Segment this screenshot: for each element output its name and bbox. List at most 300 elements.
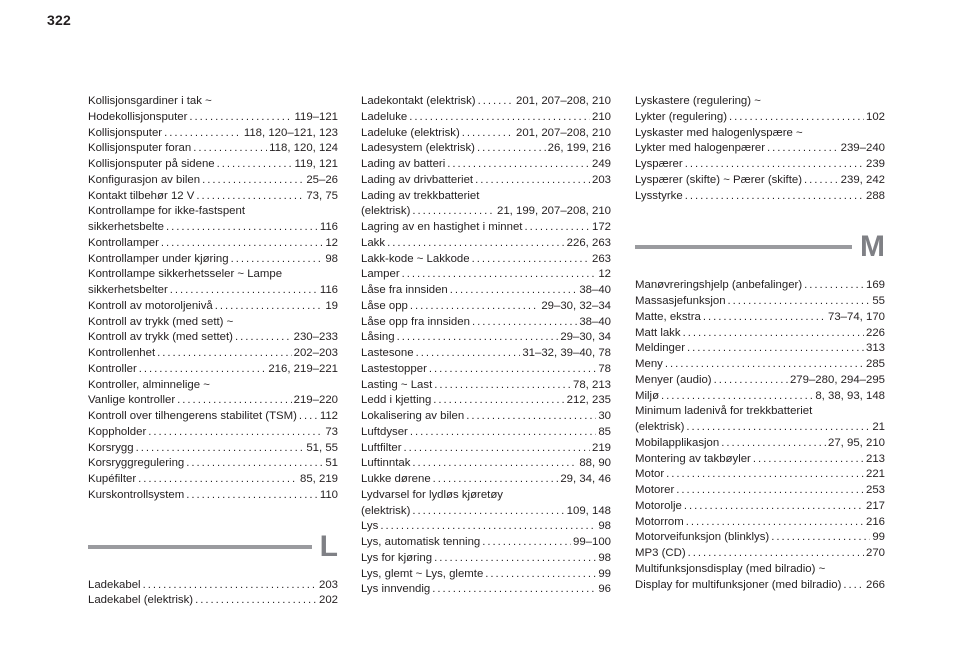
index-entry-row <box>361 315 611 331</box>
dot-leader <box>721 436 826 452</box>
index-entry-term: Matt lakk <box>635 326 681 339</box>
index-entry-row <box>361 378 611 394</box>
index-entry-pages: 96 <box>598 583 611 596</box>
index-entry-row <box>635 357 885 373</box>
dot-leader <box>434 551 596 567</box>
index-entry-pages: 249 <box>591 158 611 170</box>
index-entry-term: Lys innvendig <box>361 583 431 596</box>
dot-leader <box>157 346 292 362</box>
index-entry-pages: 26, 199, 216 <box>547 142 611 155</box>
index-entry-row <box>635 578 885 594</box>
dot-leader <box>189 110 292 126</box>
index-entry-row <box>635 420 885 436</box>
index-entry <box>88 578 338 594</box>
index-entry-term: Manøvreringshjelp (anbefalinger) <box>635 279 803 292</box>
index-entry-row <box>635 294 885 310</box>
index-entry <box>635 467 885 483</box>
index-entry-term: Kontakt tilbehør 12 V <box>88 189 195 202</box>
dot-leader <box>148 425 323 441</box>
index-entry-pages: 78, 213 <box>572 378 611 391</box>
index-column-3 <box>635 94 885 593</box>
index-entry-term: Lys for kjøring <box>361 551 433 564</box>
index-entry-pages: 99 <box>598 567 611 580</box>
dot-leader <box>447 157 590 173</box>
dot-leader <box>472 252 590 268</box>
index-entry-row <box>361 252 611 268</box>
index-entry-pages: 31–32, 39–40, 78 <box>522 347 611 359</box>
index-entry-pages: 109, 148 <box>566 504 611 517</box>
dot-leader <box>685 157 864 173</box>
index-entry-term: Kontrollampe for ikke-fastspent <box>88 205 246 218</box>
dot-leader <box>450 283 578 299</box>
index-entry <box>88 330 338 346</box>
dot-leader <box>728 294 871 310</box>
index-entry-row <box>361 204 611 220</box>
dot-leader <box>661 389 813 405</box>
index-entry-row <box>88 299 338 315</box>
index-entry-term: Ladekabel (elektrisk) <box>88 594 194 607</box>
index-entry-row <box>88 252 338 268</box>
index-entry-pages: 230–233 <box>293 331 338 344</box>
index-entry <box>88 189 338 205</box>
index-entry-row <box>635 141 885 157</box>
index-entry-pages: 98 <box>325 252 338 265</box>
index-entry-row <box>361 519 611 535</box>
dot-leader <box>164 126 242 142</box>
index-entry <box>635 189 885 205</box>
index-entry-pages: 279–280, 294–295 <box>789 373 885 386</box>
index-entry-term: Hodekollisjonsputer <box>88 110 188 123</box>
index-entry-row <box>88 220 338 236</box>
index-entry-term: Låsing <box>361 331 395 344</box>
index-entry-term: Kontroller <box>88 362 137 375</box>
dot-leader <box>186 456 323 472</box>
index-entry-pages: 119–121 <box>294 110 338 123</box>
index-entry-term: Lyspærer (skifte) ~ Pærer (skifte) <box>635 173 802 186</box>
index-entry-term: Lys, automatisk tenning <box>361 536 481 548</box>
index-entry <box>88 110 338 126</box>
dot-leader <box>433 472 559 488</box>
index-entry-pages: 219 <box>591 441 611 454</box>
index-entry-term: Ladeluke (elektrisk) <box>361 126 460 139</box>
index-entry-term: Massasjefunksjon <box>635 295 726 307</box>
index-entry-term: Lastesone <box>361 347 414 359</box>
index-entry <box>361 267 611 283</box>
index-entry <box>361 189 611 205</box>
dot-leader <box>186 488 318 504</box>
index-entry-pages: 226 <box>865 326 885 339</box>
index-entry-row <box>88 393 338 409</box>
index-entry <box>88 126 338 142</box>
index-entry <box>361 110 611 126</box>
index-entry <box>88 267 338 283</box>
index-entry-row <box>361 393 611 409</box>
index-entry-term: Ladekontakt (elektrisk) <box>361 95 476 107</box>
dot-leader <box>217 157 293 173</box>
index-entry-term: Korsrygg <box>88 441 134 454</box>
index-entry-term: Lykter med halogenpærer <box>635 142 766 155</box>
index-entry <box>88 593 338 609</box>
dot-leader <box>771 530 870 546</box>
index-entry-row <box>635 467 885 483</box>
index-entry <box>88 141 338 157</box>
index-entry-term: Lagring av en hastighet i minnet <box>361 221 523 233</box>
dot-leader <box>804 278 864 294</box>
index-entry-row <box>361 362 611 378</box>
index-entry-row <box>88 141 338 157</box>
index-entry-row <box>361 567 611 583</box>
index-entry-term: Meldinger <box>635 342 686 355</box>
index-entry-row <box>361 330 611 346</box>
index-entry <box>88 409 338 425</box>
dot-leader <box>482 535 571 551</box>
dot-leader <box>434 378 571 394</box>
index-entry <box>635 530 885 546</box>
index-entry-pages: 169 <box>865 279 885 292</box>
index-entry-pages: 239–240 <box>840 142 885 155</box>
index-entry <box>361 173 611 189</box>
index-entry-term: Vanlige kontroller <box>88 394 176 407</box>
dot-leader <box>686 515 864 531</box>
index-entry-pages: 202 <box>318 594 338 607</box>
index-entry-term: sikkerhetsbelte <box>88 221 164 233</box>
index-entry-term: (elektrisk) <box>635 421 685 433</box>
index-entry-pages: 21, 199, 207–208, 210 <box>496 205 611 218</box>
index-entry <box>635 389 885 405</box>
index-entry-term: Luftdyser <box>361 425 408 438</box>
dot-leader <box>687 341 864 357</box>
index-entry-term: Kontroll av motoroljenivå <box>88 299 213 312</box>
dot-leader <box>299 409 318 425</box>
dot-leader <box>714 373 788 389</box>
index-entry-term: Kollisjonsgardiner i tak ~ <box>88 95 212 107</box>
section-letter: L <box>319 529 338 563</box>
page-number: 322 <box>47 12 71 28</box>
index-entry-pages: 219–220 <box>293 394 338 407</box>
index-entry <box>361 535 611 551</box>
index-entry <box>361 456 611 472</box>
index-entry-term: Kollisjonsputer på sidene <box>88 158 215 170</box>
index-entry-term: Kontrollamper under kjøring <box>88 252 229 265</box>
dot-leader <box>683 326 864 342</box>
index-entry-pages: 203 <box>591 173 611 186</box>
dot-leader <box>478 94 514 110</box>
index-entry <box>88 204 338 220</box>
section-letter: M <box>860 230 885 264</box>
index-entry <box>361 409 611 425</box>
index-entry-term: sikkerhetsbelter <box>88 284 168 296</box>
index-entry-row <box>88 189 338 205</box>
dot-leader <box>416 346 521 362</box>
dot-leader <box>193 141 267 157</box>
dot-leader <box>429 362 596 378</box>
index-entry-term: Låse opp <box>361 299 408 312</box>
index-entry <box>635 341 885 357</box>
index-entry-row <box>88 236 338 252</box>
index-entry <box>635 515 885 531</box>
index-entry-term: Matte, ekstra <box>635 310 701 323</box>
index-entry <box>88 315 338 331</box>
dot-leader <box>433 393 564 409</box>
index-entry <box>361 425 611 441</box>
index-entry-pages: 29–30, 32–34 <box>541 299 611 312</box>
index-entry <box>361 141 611 157</box>
index-entry <box>635 173 885 189</box>
index-entry-pages: 38–40 <box>579 315 611 328</box>
index-entry <box>635 562 885 578</box>
index-entry <box>361 504 611 520</box>
index-entry-row <box>361 157 611 173</box>
dot-leader <box>195 593 317 609</box>
index-entry-pages: 172 <box>591 221 611 233</box>
index-entry-row <box>88 126 338 142</box>
index-entry-row <box>635 157 885 173</box>
index-entry-term: Motorer <box>635 484 675 496</box>
index-entry-pages: 102 <box>865 110 885 123</box>
index-entry-row <box>635 530 885 546</box>
index-entry <box>361 346 611 362</box>
index-entry <box>88 236 338 252</box>
index-entry-pages: 27, 95, 210 <box>827 436 885 449</box>
index-entry-pages: 73, 75 <box>306 189 338 202</box>
index-entry-pages: 201, 207–208, 210 <box>515 95 611 107</box>
index-entry-pages: 29, 34, 46 <box>560 473 611 485</box>
index-entry <box>361 441 611 457</box>
index-entry-term: Miljø <box>635 389 660 402</box>
index-entry-row <box>361 441 611 457</box>
index-entry-term: Låse opp fra innsiden <box>361 315 470 328</box>
dot-leader <box>410 425 596 441</box>
index-entry <box>361 94 611 110</box>
index-entry-pages: 112 <box>319 410 338 422</box>
index-entry-pages: 288 <box>865 189 885 202</box>
index-entry <box>635 157 885 173</box>
index-entry-term: (elektrisk) <box>361 504 411 517</box>
index-entry-pages: 201, 207–208, 210 <box>515 126 611 139</box>
index-entry-term: Kontroll over tilhengerens stabilitet (TSM) <box>88 410 297 422</box>
index-entry-row <box>88 472 338 488</box>
index-entry-pages: 110 <box>319 488 338 501</box>
dot-leader <box>402 267 597 283</box>
index-entry <box>361 236 611 252</box>
dot-leader <box>387 236 565 252</box>
index-entry <box>361 330 611 346</box>
index-entry-row <box>361 267 611 283</box>
index-entry-pages: 51 <box>325 457 338 470</box>
index-entry <box>361 299 611 315</box>
index-entry <box>88 94 338 110</box>
index-entry <box>361 567 611 583</box>
index-entry <box>635 141 885 157</box>
index-entry-pages: 216, 219–221 <box>268 362 338 375</box>
index-entry-term: Minimum ladenivå for trekkbatteriet <box>635 405 813 418</box>
index-entry <box>361 362 611 378</box>
index-entry <box>88 346 338 362</box>
dot-leader <box>804 173 839 189</box>
index-entry-term: (elektrisk) <box>361 205 411 218</box>
index-entry-term: Lys <box>361 520 379 533</box>
index-entry-term: MP3 (CD) <box>635 547 686 559</box>
index-entry <box>88 299 338 315</box>
index-entry-term: Menyer (audio) <box>635 373 712 386</box>
index-entry-row <box>635 389 885 405</box>
dot-leader <box>666 467 864 483</box>
index-entry <box>88 488 338 504</box>
index-entry <box>88 220 338 236</box>
index-entry <box>635 110 885 126</box>
index-entry-pages: 263 <box>591 252 611 265</box>
index-entry-term: Kontroller, alminnelige ~ <box>88 378 210 391</box>
index-entry-pages: 98 <box>598 551 611 564</box>
dot-leader <box>235 330 292 346</box>
dot-leader <box>136 441 305 457</box>
dot-leader <box>412 204 495 220</box>
index-entry-row <box>361 110 611 126</box>
index-entry-term: Lading av batteri <box>361 158 446 170</box>
index-entry-pages: 73–74, 170 <box>827 310 885 323</box>
index-entry-term: Luftfilter <box>361 441 402 454</box>
index-entry-row <box>361 299 611 315</box>
index-entry-pages: 212, 235 <box>566 394 611 407</box>
index-entry-pages: 253 <box>865 484 885 496</box>
dot-leader <box>138 472 298 488</box>
dot-leader <box>177 393 291 409</box>
index-entry-row <box>635 546 885 562</box>
index-entry <box>88 157 338 173</box>
dot-leader <box>412 504 564 520</box>
dot-leader <box>688 546 864 562</box>
index-entry-row <box>635 173 885 189</box>
index-entry-term: Lysstyrke <box>635 189 683 202</box>
index-entry-term: Lyskastere (regulering) ~ <box>635 95 761 107</box>
index-entry-pages: 116 <box>319 284 338 296</box>
index-entry-row <box>635 436 885 452</box>
index-entry <box>88 378 338 394</box>
index-entry <box>88 283 338 299</box>
index-entry-pages: 12 <box>325 236 338 249</box>
dot-leader <box>466 409 596 425</box>
index-entry-row <box>635 483 885 499</box>
index-entry-pages: 98 <box>598 520 611 533</box>
dot-leader <box>703 310 826 326</box>
index-entry-term: Lokalisering av bilen <box>361 410 465 422</box>
index-entry-term: Multifunksjonsdisplay (med bilradio) ~ <box>635 562 826 575</box>
index-entry-term: Kontrollampe sikkerhetsseler ~ Lampe <box>88 268 283 281</box>
index-entry-term: Ledd i kjetting <box>361 394 432 407</box>
dot-leader <box>753 452 864 468</box>
index-entry-term: Mobilapplikasjon <box>635 436 720 449</box>
dot-leader <box>231 252 324 268</box>
index-entry <box>635 357 885 373</box>
index-entry-term: Motorolje <box>635 499 682 512</box>
index-entry-pages: 88, 90 <box>579 457 611 470</box>
index-entry <box>361 551 611 567</box>
index-entry-pages: 239 <box>865 158 885 170</box>
index-entry-term: Kontroll av trykk (med settet) <box>88 331 233 344</box>
index-entry-term: Lading av drivbatteriet <box>361 173 474 186</box>
index-entry-row <box>88 173 338 189</box>
index-entry-pages: 266 <box>865 578 885 591</box>
index-column-2 <box>361 94 611 598</box>
index-entry-term: Kurskontrollsystem <box>88 488 185 501</box>
index-entry-pages: 85 <box>598 425 611 438</box>
dot-leader <box>166 220 318 236</box>
index-entry <box>635 420 885 436</box>
index-entry-term: Lyspærer <box>635 158 683 170</box>
index-entry-pages: 116 <box>319 221 338 233</box>
index-entry-row <box>635 515 885 531</box>
index-entry <box>635 546 885 562</box>
index-entry-row <box>88 330 338 346</box>
index-entry-row <box>635 278 885 294</box>
index-entry-pages: 226, 263 <box>566 236 611 249</box>
index-entry-row <box>361 425 611 441</box>
dot-leader <box>686 420 870 436</box>
index-entry-pages: 118, 120, 124 <box>269 142 338 155</box>
index-entry <box>361 393 611 409</box>
index-entry-pages: 25–26 <box>306 173 338 186</box>
index-entry <box>635 326 885 342</box>
dot-leader <box>485 567 596 583</box>
index-entry-term: Lastestopper <box>361 362 427 375</box>
index-entry-term: Luftinntak <box>361 457 411 470</box>
index-entry-row <box>635 189 885 205</box>
index-entry-term: Låse fra innsiden <box>361 284 448 296</box>
index-entry-row <box>635 341 885 357</box>
index-entry-term: Lamper <box>361 268 400 281</box>
index-entry-row <box>635 110 885 126</box>
dot-leader <box>139 362 267 378</box>
index-entry <box>88 472 338 488</box>
index-entry-term: Lakk-kode ~ Lakkode <box>361 252 470 265</box>
index-entry-term: Lykter (regulering) <box>635 110 728 123</box>
index-entry-row <box>361 141 611 157</box>
dot-leader <box>380 519 596 535</box>
dot-leader <box>432 582 596 598</box>
index-entry-term: Koppholder <box>88 425 147 438</box>
index-entry-pages: 285 <box>865 358 885 370</box>
dot-leader <box>170 283 318 299</box>
index-entry-pages: 221 <box>865 468 885 481</box>
index-entry-pages: 30 <box>598 410 611 422</box>
index-entry-pages: 202–203 <box>293 347 338 359</box>
index-entry-row <box>88 441 338 457</box>
dot-leader <box>412 456 577 472</box>
index-entry-term: Motor <box>635 468 665 481</box>
index-entry <box>635 404 885 420</box>
index-entry-pages: 270 <box>865 547 885 559</box>
dot-leader <box>397 330 559 346</box>
index-entry <box>361 582 611 598</box>
dot-leader <box>404 441 590 457</box>
index-entry <box>88 425 338 441</box>
index-entry-pages: 29–30, 34 <box>560 331 611 344</box>
index-entry-row <box>361 456 611 472</box>
index-entry <box>361 472 611 488</box>
index-entry-term: Ladeluke <box>361 110 408 123</box>
index-entry-row <box>88 456 338 472</box>
dot-leader <box>767 141 839 157</box>
index-entry <box>361 204 611 220</box>
index-entry-row <box>88 362 338 378</box>
index-entry-term: Motorrom <box>635 515 684 528</box>
index-entry-row <box>635 326 885 342</box>
index-entry-term: Montering av takbøyler <box>635 452 751 465</box>
index-entry-row <box>635 310 885 326</box>
index-entry-pages: 118, 120–121, 123 <box>243 126 338 139</box>
index-entry-row <box>361 551 611 567</box>
index-column-1 <box>88 94 338 609</box>
